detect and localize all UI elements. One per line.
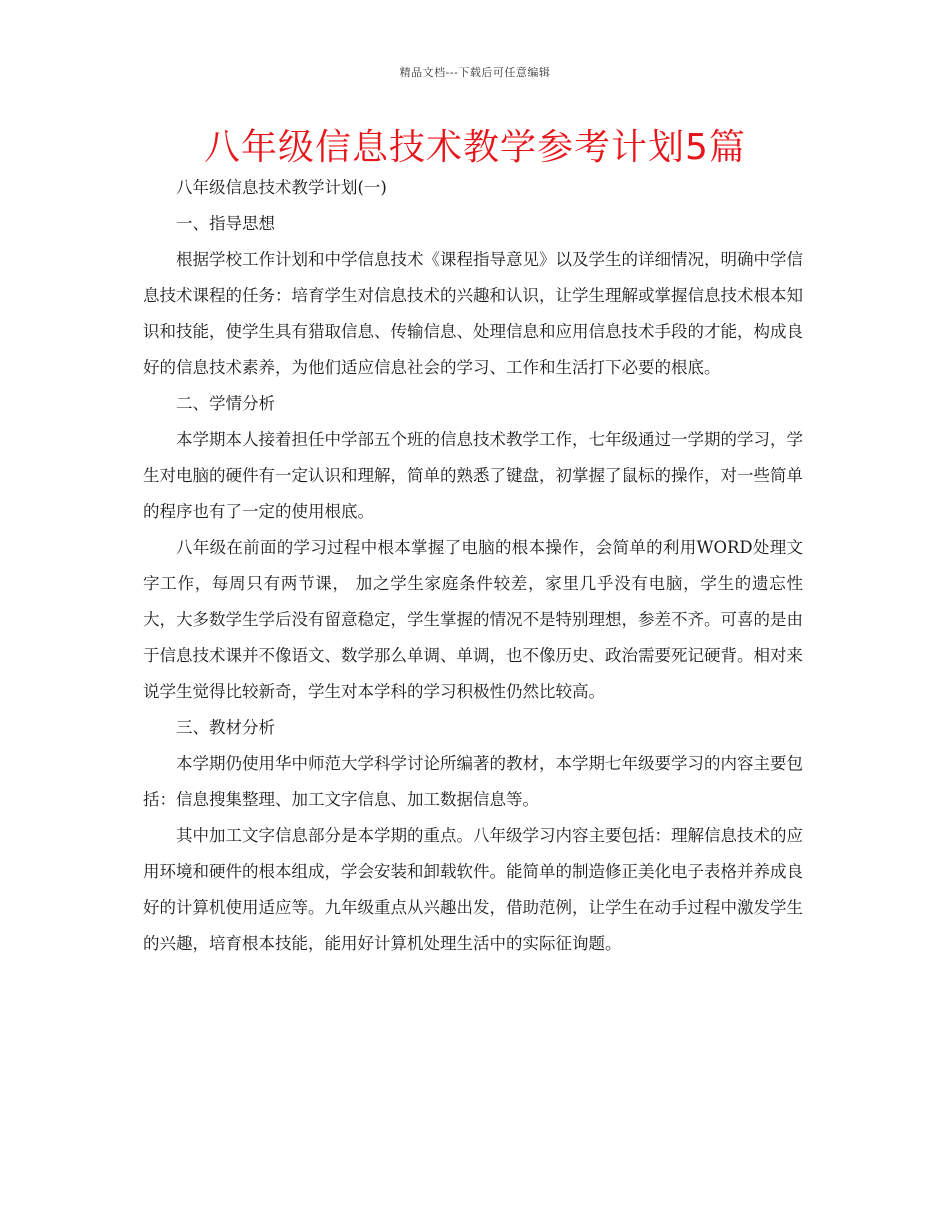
section-heading-textbook-analysis: 三、教材分析 — [176, 718, 275, 737]
document-title: 八年级信息技术教学参考计划5篇 — [204, 127, 746, 168]
paragraph: 本学期仍使用华中师范大学科学讨论所编著的教材，本学期七年级要学习的内容主要包括：信息搜集整理、加工文字信息、加工数据信息等。 — [143, 754, 803, 809]
paragraph: 八年级在前面的学习过程中根本掌握了电脑的根本操作，会简单的利用WORD处理文字工作，每周只有两节课， 加之学生家庭条件较差，家里几乎没有电脑，学生的遗忘性大，大多数学生学后没有留意稳定，学生掌握的情况不是特别理想，参差不齐。可喜的是由于信息技术课并不像语文、数学那么单调、单调，也不像历史、政治需要死记硬背。相对来说学生觉得比较新奇，学生对本学科的学习积极性仍然比较高。 — [143, 538, 803, 701]
paragraph: 其中加工文字信息部分是本学期的重点。八年级学习内容主要包括：理解信息技术的应用环境和硬件的根本组成，学会安装和卸载软件。能简单的制造修正美化电子表格并养成良好的计算机使用适应等。九年级重点从兴趣出发，借助范例，让学生在动手过程中激发学生的兴趣，培育根本技能，能用好计算机处理生活中的实际征询题。 — [143, 826, 803, 953]
section-heading-guiding-ideology: 一、指导思想 — [176, 214, 275, 233]
paragraph: 本学期本人接着担任中学部五个班的信息技术教学工作，七年级通过一学期的学习，学生对电脑的硬件有一定认识和理解，简单的熟悉了键盘，初掌握了鼠标的操作，对一些简单的程序也有了一定的使用根底。 — [143, 430, 803, 521]
section-heading-student-analysis: 二、学情分析 — [176, 394, 275, 413]
header-note: 精品文档---下载后可任意编辑 — [399, 66, 551, 79]
document-subtitle: 八年级信息技术教学计划(一) — [176, 178, 387, 197]
document-body — [143, 170, 803, 962]
paragraph: 根据学校工作计划和中学信息技术《课程指导意见》以及学生的详细情况，明确中学信息技术课程的任务：培育学生对信息技术的兴趣和认识，让学生理解或掌握信息技术根本知识和技能，使学生具有猎取信息、传输信息、处理信息和应用信息技术手段的才能，构成良好的信息技术素养，为他们适应信息社会的学习、工作和生活打下必要的根底。 — [143, 250, 803, 377]
